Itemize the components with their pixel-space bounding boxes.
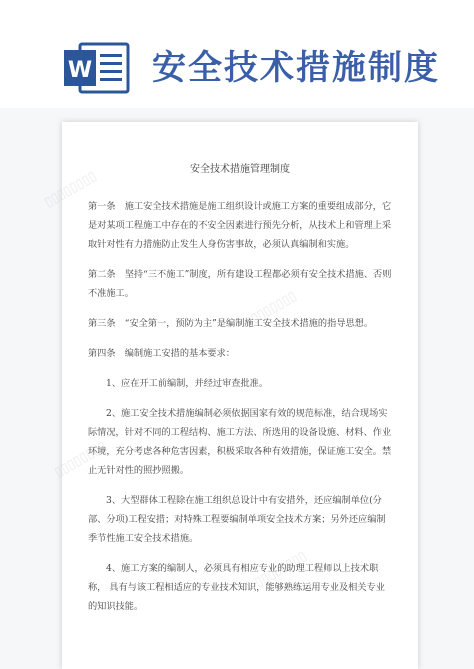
requirement-4: 4、施工方案的编制人，必须具有相应专业的助理工程师以上技术职称， 具有与该工程相适应的专业技术知识，能够熟练运用专业及相关专业的知识技能。 [88, 563, 385, 612]
requirement-1: 1、应在开工前编制，并经过审查批准。 [106, 378, 269, 389]
document-page [42, 122, 418, 669]
article-2: 第二条 坚持“三不施工”制度，所有建设工程都必须有安全技术措施、否则不准施工。 [88, 269, 392, 299]
article-4: 第四条 编制施工安措的基本要求： [88, 348, 235, 359]
watermark-decoration: ▯▯▯▯▯▯▯▯ [242, 288, 300, 331]
watermark-decoration: ▯▯▯▯▯▯▯▯ [52, 438, 110, 481]
banner [0, 0, 474, 120]
document-body [88, 160, 392, 627]
banner-title: 安全技术措施制度 [152, 48, 440, 88]
requirement-3: 3、大型群体工程除在施工组织总设计中有安措外，还应编制单位(分部、分项)工程安措；对特殊工程要编制单项安全技术方案；另外还应编制季节性施工安全技术措施。 [88, 495, 386, 544]
requirement-2: 2、施工安全技术措施编制必须依据国家有效的规范标准，结合现场实际情况，针对不同的工程结构、施工方法、所选用的设备设施、材料、作业环境，充分考虑各种危害因素，积极采取各种有效措施，保证施工安全。禁止无针对性的照抄照搬。 [88, 408, 392, 476]
watermark-decoration: ▯▯▯▯▯▯▯▯ [252, 548, 310, 591]
word-document-icon [62, 40, 130, 96]
article-1: 第一条 施工安全技术措施是施工组织设计或施工方案的重要组成部分，它是对某项工程施工中存在的不安全因素进行预先分析，从技术上和管理上采取针对性有力措施防止发生人身伤害事故，必须认真编制和实施。 [88, 201, 392, 250]
document-title: 安全技术措施管理制度 [190, 164, 290, 175]
article-3: 第三条 “安全第一，预防为主”是编制施工安全技术措施的指导思想。 [88, 318, 374, 329]
word-icon-letter: W [67, 58, 93, 83]
watermark-decoration: ▯▯▯▯▯▯▯▯ [42, 168, 100, 211]
